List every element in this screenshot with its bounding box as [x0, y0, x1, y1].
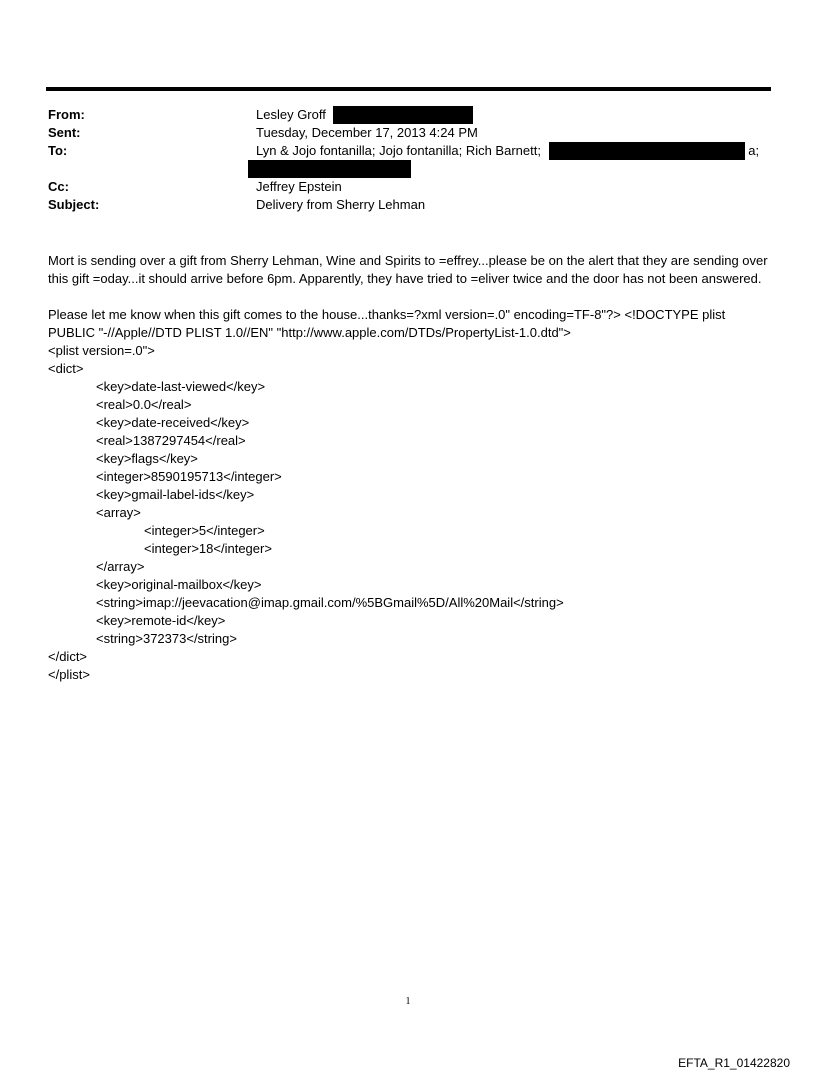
- to-value-end: a;: [748, 143, 760, 158]
- xml-line: </array>: [96, 559, 145, 574]
- to-row: [48, 142, 773, 160]
- email-body: [48, 252, 773, 684]
- subject-label: Subject:: [48, 197, 100, 212]
- from-value: Lesley Groff: [256, 107, 326, 122]
- document-id: EFTA_R1_01422820: [678, 1056, 790, 1070]
- xml-line: </plist>: [48, 667, 90, 682]
- xml-line: <string>372373</string>: [96, 631, 237, 646]
- cc-label: Cc:: [48, 179, 69, 194]
- redaction-bar: [333, 106, 473, 124]
- xml-line: <key>flags</key>: [96, 451, 198, 466]
- redaction-bar: [248, 160, 411, 178]
- redaction-bar: [549, 142, 745, 160]
- xml-line: <key>original-mailbox</key>: [96, 577, 262, 592]
- page-number: 1: [405, 996, 411, 1007]
- xml-line: </dict>: [48, 649, 88, 664]
- xml-line: <string>imap://jeevacation@imap.gmail.com/%5BGmail%5D/All%20Mail</string>: [96, 595, 564, 610]
- sent-value: Tuesday, December 17, 2013 4:24 PM: [256, 125, 478, 140]
- xml-line: <integer>8590195713</integer>: [96, 469, 282, 484]
- xml-line: <key>remote-id</key>: [96, 613, 226, 628]
- xml-line: <dict>: [48, 361, 84, 376]
- xml-line: <key>date-received</key>: [96, 415, 250, 430]
- xml-line: <integer>5</integer>: [144, 523, 265, 538]
- subject-value: Delivery from Sherry Lehman: [256, 197, 426, 212]
- body-paragraph: Please let me know when this gift comes to the house...thanks=?xml version=.0" encoding=TF-8"?> <!DOCTYPE plist PUBLIC "-//Apple//DTD PLIST 1.0//EN" "http://www.apple.com/DTDs/PropertyList-1.0.dtd">: [48, 307, 726, 340]
- xml-line: <key>date-last-viewed</key>: [96, 379, 266, 394]
- cc-row: [48, 178, 773, 196]
- cc-value: Jeffrey Epstein: [256, 179, 342, 194]
- xml-line: <integer>18</integer>: [144, 541, 272, 556]
- from-label: From:: [48, 107, 85, 122]
- xml-line: <real>0.0</real>: [96, 397, 192, 412]
- sent-label: Sent:: [48, 125, 81, 140]
- header-rule: [46, 87, 771, 91]
- xml-line: <array>: [96, 505, 141, 520]
- xml-line: <key>gmail-label-ids</key>: [96, 487, 255, 502]
- to-value: Lyn & Jojo fontanilla; Jojo fontanilla; Rich Barnett;: [256, 143, 541, 158]
- to-row-continued: [48, 160, 773, 178]
- email-header: [48, 106, 773, 214]
- xml-line: <real>1387297454</real>: [96, 433, 246, 448]
- subject-row: [48, 196, 773, 214]
- sent-row: [48, 124, 773, 142]
- body-paragraph: Mort is sending over a gift from Sherry Lehman, Wine and Spirits to =effrey...please be on the alert that they are sending over this gift =oday...it should arrive before 6pm. Apparently, they have tried to =eliver twice and the door has not been answered.: [48, 253, 768, 286]
- from-row: [48, 106, 773, 124]
- xml-line: <plist version=.0">: [48, 343, 155, 358]
- to-label: To:: [48, 143, 68, 158]
